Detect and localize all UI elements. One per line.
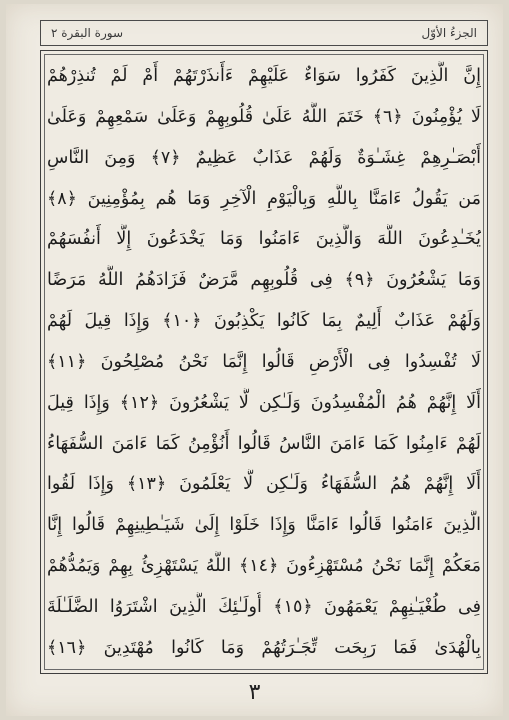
text-line: لَهُمْ ءَامِنُوا كَمَا ءَامَنَ النَّاسُ قَالُوا أَنُؤْمِنُ كَمَا ءَامَنَ السُّفَهَاءُ [47, 433, 481, 454]
page-header [40, 20, 488, 46]
text-line: لَا تُفْسِدُوا فِى الْأَرْضِ قَالُوا إِنَّمَا نَحْنُ مُصْلِحُونَ ﴿١١﴾ [47, 351, 481, 372]
text-line: لَا يُؤْمِنُونَ ﴿٦﴾ خَتَمَ اللَّهُ عَلَىٰ قُلُوبِهِمْ وَعَلَىٰ سَمْعِهِمْ وَعَلَىٰ [47, 106, 481, 127]
text-line: وَلَهُمْ عَذَابٌ أَلِيمٌ بِمَا كَانُوا يَكْذِبُونَ ﴿١٠﴾ وَإِذَا قِيلَ لَهُمْ [47, 311, 481, 332]
page-number: ٣ [248, 680, 261, 705]
text-line: أَبْصَـٰرِهِمْ غِشَـٰوَةٌ وَلَهُمْ عَذَابٌ عَظِيمٌ ﴿٧﴾ وَمِنَ النَّاسِ [47, 147, 481, 168]
text-line: بِالْهُدَىٰ فَمَا رَبِحَت تِّجَـٰرَتُهُمْ وَمَا كَانُوا مُهْتَدِينَ ﴿١٦﴾ [47, 637, 481, 658]
text-line: فِى طُغْيَـٰنِهِمْ يَعْمَهُونَ ﴿١٥﴾ أُولَـٰئِكَ الَّذِينَ اشْتَرَوُا الضَّلَـٰلَةَ [47, 596, 481, 617]
text-line: إِنَّ الَّذِينَ كَفَرُوا سَوَاءٌ عَلَيْهِمْ ءَأَنذَرْتَهُمْ أَمْ لَمْ تُنذِرْهُمْ [47, 66, 481, 86]
text-frame [40, 50, 488, 674]
text-line: أَلَا إِنَّهُمْ هُمُ الْمُفْسِدُونَ وَلَـٰكِن لَّا يَشْعُرُونَ ﴿١٢﴾ وَإِذَا قِيلَ [47, 392, 481, 413]
surah-label: سورة البقرة ٢ [51, 26, 124, 40]
text-line: يُخَـٰدِعُونَ اللَّهَ وَالَّذِينَ ءَامَنُوا وَمَا يَخْدَعُونَ إِلَّا أَنفُسَهُمْ [47, 229, 481, 250]
text-line: أَلَا إِنَّهُمْ هُمُ السُّفَهَاءُ وَلَـٰكِن لَّا يَعْلَمُونَ ﴿١٣﴾ وَإِذَا لَقُوا [47, 474, 481, 495]
text-line: وَمَا يَشْعُرُونَ ﴿٩﴾ فِى قُلُوبِهِم مَّرَضٌ فَزَادَهُمُ اللَّهُ مَرَضًا [47, 270, 481, 291]
text-line: مَعَكُمْ إِنَّمَا نَحْنُ مُسْتَهْزِءُونَ ﴿١٤﴾ اللَّهُ يَسْتَهْزِئُ بِهِمْ وَيَمُدُّهُمْ [47, 556, 481, 577]
text-line: الَّذِينَ ءَامَنُوا قَالُوا ءَامَنَّا وَإِذَا خَلَوْا إِلَىٰ شَيَـٰطِينِهِمْ قَالُوا إِنَّا [47, 515, 481, 536]
juz-label: الجزءُ الأوّل [421, 26, 477, 40]
verse-lines [47, 61, 481, 663]
mushaf-page [6, 4, 503, 716]
text-line: مَن يَقُولُ ءَامَنَّا بِاللَّهِ وَبِالْيَوْمِ الْآخِرِ وَمَا هُم بِمُؤْمِنِينَ ﴿٨﴾ [47, 188, 481, 209]
